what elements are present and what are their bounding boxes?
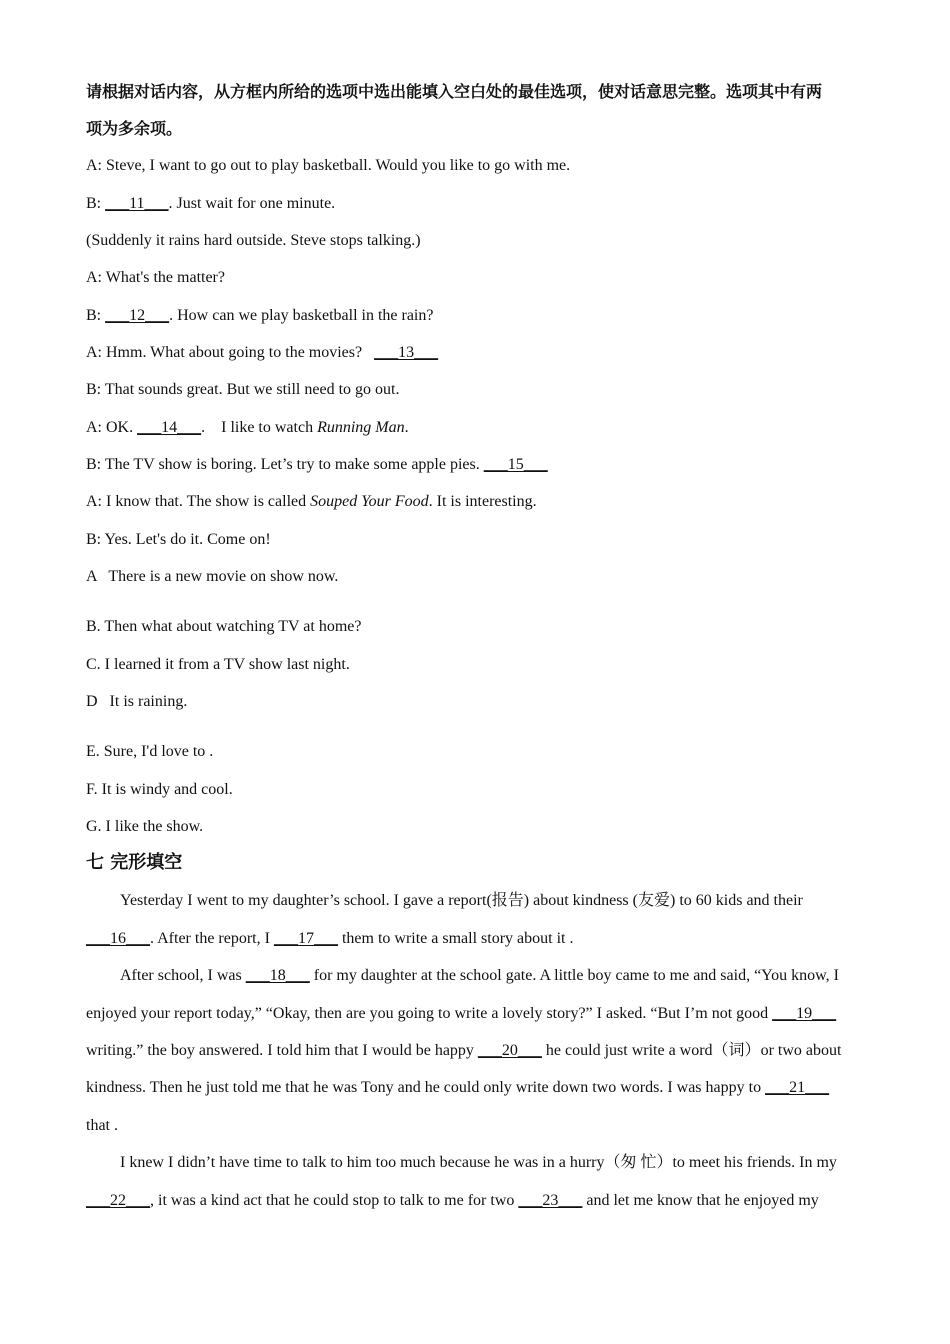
- show-title-running-man: Running Man: [317, 419, 405, 436]
- cloze-line-2-end: them to write a small story about it .: [337, 930, 574, 947]
- dialogue-line-10-text: A: I know that. The show is called: [86, 493, 311, 510]
- cloze-line-8-cn-hurry: （匆 忙）: [604, 1154, 673, 1171]
- section-heading: 七 完形填空: [86, 852, 183, 873]
- dialogue-line-7: B: That sounds great. But we still need to go out.: [86, 381, 400, 398]
- blank-15: ___15___: [483, 456, 548, 473]
- cloze-line-8-end: to meet his friends. In my: [672, 1154, 837, 1171]
- blank-23: ___23___: [518, 1192, 583, 1209]
- instructions-line-2: 项为多余项。: [86, 119, 183, 138]
- cloze-line-8: [86, 1153, 837, 1173]
- dialogue-line-6: [86, 343, 438, 363]
- dialogue-line-5-prefix: B:: [86, 307, 106, 324]
- cloze-line-6-text: kindness. Then he just told me that he was Tony and he could only write down two words. I was happy to: [86, 1079, 766, 1096]
- dialogue-line-2-text: . Just wait for one minute.: [168, 195, 336, 212]
- dialogue-line-10-end: . It is interesting.: [428, 493, 537, 510]
- cloze-line-9-text: , it was a kind act that he could stop to talk to me for two: [150, 1192, 519, 1209]
- cloze-line-2: [86, 929, 573, 949]
- cloze-line-9-end: and let me know that he enjoyed my: [582, 1192, 819, 1209]
- blank-18: ___18___: [245, 967, 310, 984]
- option-c: C. I learned it from a TV show last night.: [86, 656, 350, 673]
- cloze-line-8-text: I knew I didn’t have time to talk to him too much because he was in a hurry: [120, 1154, 605, 1171]
- dialogue-line-8: [86, 418, 409, 438]
- dialogue-line-8-text: . I like to watch: [201, 419, 318, 436]
- cloze-line-5-end: or two about: [760, 1042, 842, 1059]
- option-d: D It is raining.: [86, 693, 188, 710]
- dialogue-line-5: [86, 306, 433, 326]
- dialogue-line-6-text: A: Hmm. What about going to the movies?: [86, 344, 375, 361]
- cloze-line-3: [86, 966, 839, 986]
- blank-21: ___21___: [765, 1079, 830, 1096]
- option-g: G. I like the show.: [86, 818, 204, 835]
- dialogue-line-2-prefix: B:: [86, 195, 106, 212]
- cloze-line-7: that .: [86, 1117, 118, 1134]
- option-f: F. It is windy and cool.: [86, 781, 233, 798]
- cloze-line-3-text: After school, I was: [120, 967, 246, 984]
- blank-22: ___22___: [86, 1192, 150, 1209]
- cloze-line-5-text: writing.” the boy answered. I told him that I would be happy: [86, 1042, 478, 1059]
- instructions-line-1: 请根据对话内容，从方框内所给的选项中选出能填入空白处的最佳选项，使对话意思完整。选项其中有两: [86, 82, 823, 101]
- cloze-line-1-cn-report: (报告): [486, 892, 530, 909]
- cloze-line-1-cn-kindness: 友爱: [637, 892, 670, 909]
- cloze-line-5-cn-word: （词）: [712, 1042, 761, 1059]
- cloze-line-3-end: for my daughter at the school gate. A little boy came to me and said, “You know, I: [309, 967, 839, 984]
- blank-13: ___13___: [374, 344, 439, 361]
- blank-11: ___11___: [105, 195, 169, 212]
- dialogue-line-3: (Suddenly it rains hard outside. Steve stops talking.): [86, 232, 421, 249]
- dialogue-line-1: A: Steve, I want to go out to play basketball. Would you like to go with me.: [86, 157, 571, 174]
- cloze-line-1-mid: about kindness (: [529, 892, 638, 909]
- dialogue-line-9: [86, 455, 548, 475]
- cloze-line-5-mid: he could just write a word: [541, 1042, 713, 1059]
- blank-14: ___14___: [137, 419, 202, 436]
- blank-19: ___19___: [772, 1005, 837, 1022]
- dialogue-line-10: [86, 492, 537, 512]
- blank-20: ___20___: [477, 1042, 542, 1059]
- blank-17: ___17___: [273, 930, 338, 947]
- dialogue-line-4: A: What's the matter?: [86, 269, 225, 286]
- option-b: B. Then what about watching TV at home?: [86, 618, 362, 635]
- dialogue-line-8-end: .: [404, 419, 409, 436]
- cloze-line-1-text: Yesterday I went to my daughter’s school. I gave a report: [120, 892, 487, 909]
- cloze-line-4: [86, 1004, 836, 1024]
- dialogue-line-5-text: . How can we play basketball in the rain?: [169, 307, 434, 324]
- cloze-line-1: [86, 891, 803, 911]
- dialogue-line-2: [86, 194, 335, 214]
- dialogue-line-9-text: B: The TV show is boring. Let’s try to make some apple pies.: [86, 456, 484, 473]
- dialogue-line-8-prefix: A: OK.: [86, 419, 138, 436]
- cloze-line-1-end: ) to 60 kids and their: [670, 892, 803, 909]
- cloze-line-4-text: enjoyed your report today,” “Okay, then are you going to write a lovely story?” I asked. “But I’m not good: [86, 1005, 773, 1022]
- cloze-line-2-text: . After the report, I: [150, 930, 274, 947]
- cloze-line-9: [86, 1191, 819, 1211]
- cloze-line-6: [86, 1078, 829, 1098]
- show-title-souped-your-food: Souped Your Food: [310, 493, 429, 510]
- dialogue-line-11: B: Yes. Let's do it. Come on!: [86, 531, 271, 548]
- option-a: A There is a new movie on show now.: [86, 568, 339, 585]
- cloze-line-5: [86, 1041, 841, 1061]
- option-e: E. Sure, I'd love to .: [86, 743, 214, 760]
- blank-12: ___12___: [105, 307, 170, 324]
- blank-16: ___16___: [86, 930, 150, 947]
